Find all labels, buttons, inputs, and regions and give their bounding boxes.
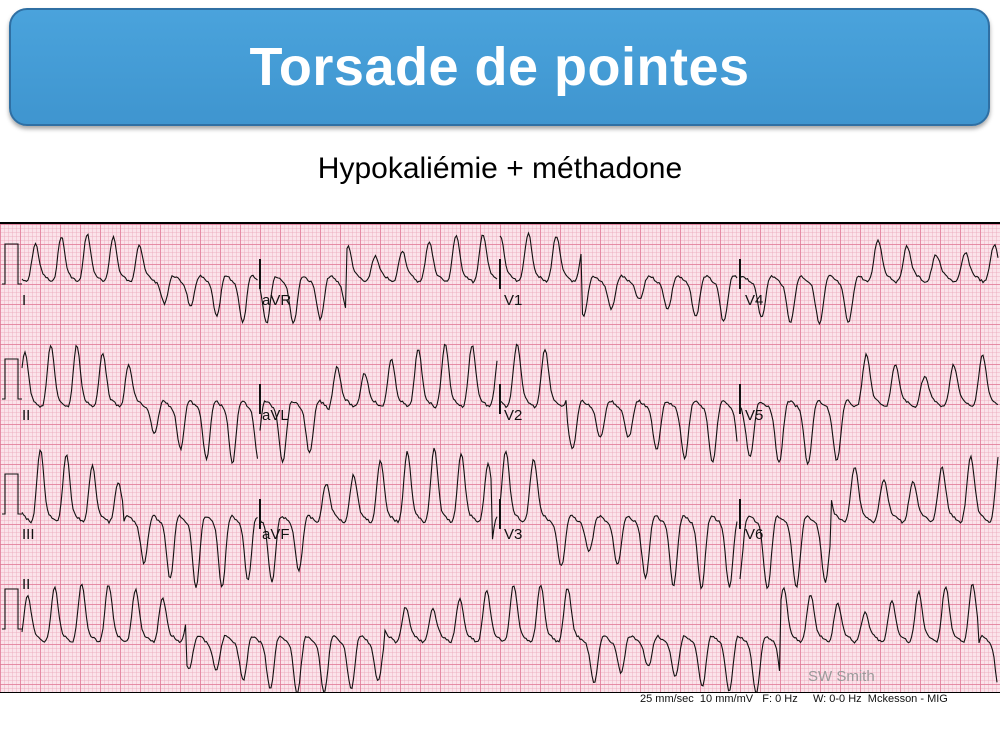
lead-label-v1: V1 bbox=[504, 292, 523, 309]
ecg-settings-footer: 25 mm/sec 10 mm/mV F: 0 Hz W: 0-0 Hz Mckesson - MIG bbox=[640, 693, 948, 705]
lead-label-iii: III bbox=[22, 526, 35, 543]
slide-title: Torsade de pointes bbox=[249, 37, 750, 97]
ecg-trace-row2-seg1 bbox=[22, 346, 258, 463]
lead-label-rhythm: II bbox=[22, 576, 31, 593]
ecg-trace-row1-seg4 bbox=[740, 240, 998, 324]
ecg-trace-row3-seg4 bbox=[740, 456, 998, 588]
ecg-trace-row1-seg3 bbox=[500, 233, 737, 321]
lead-label-avl: aVL bbox=[262, 407, 289, 424]
ecg-trace-row3-seg3 bbox=[500, 452, 737, 589]
cal-pulse-row1 bbox=[2, 244, 22, 284]
ecg-trace-row2-seg4 bbox=[740, 354, 998, 464]
lead-label-v2: V2 bbox=[504, 407, 523, 424]
ecg-traces bbox=[0, 224, 1000, 692]
lead-label-v4: V4 bbox=[745, 292, 764, 309]
ecg-strip bbox=[0, 222, 1000, 693]
lead-label-i: I bbox=[22, 292, 27, 309]
ecg-trace-row1-seg1 bbox=[22, 234, 258, 322]
lead-label-v3: V3 bbox=[504, 526, 523, 543]
ecg-trace-row3-seg1 bbox=[22, 450, 258, 587]
watermark: SW Smith bbox=[808, 668, 875, 685]
cal-pulse-row3 bbox=[2, 474, 22, 514]
ecg-trace-row2-seg2 bbox=[260, 345, 497, 463]
lead-label-avf: aVF bbox=[262, 526, 290, 543]
title-banner bbox=[9, 8, 990, 126]
lead-label-avr: aVR bbox=[262, 292, 292, 309]
lead-label-ii: II bbox=[22, 407, 31, 424]
slide-subtitle: Hypokaliémie + méthadone bbox=[317, 152, 683, 185]
ecg-trace-row2-seg3 bbox=[500, 345, 737, 462]
ecg-trace-row1-seg2 bbox=[260, 235, 497, 323]
cal-pulse-rhythm bbox=[2, 589, 22, 629]
lead-label-v6: V6 bbox=[745, 526, 764, 543]
lead-label-v5: V5 bbox=[745, 407, 764, 424]
cal-pulse-row2 bbox=[2, 359, 22, 399]
ecg-trace-row3-seg2 bbox=[260, 448, 497, 582]
